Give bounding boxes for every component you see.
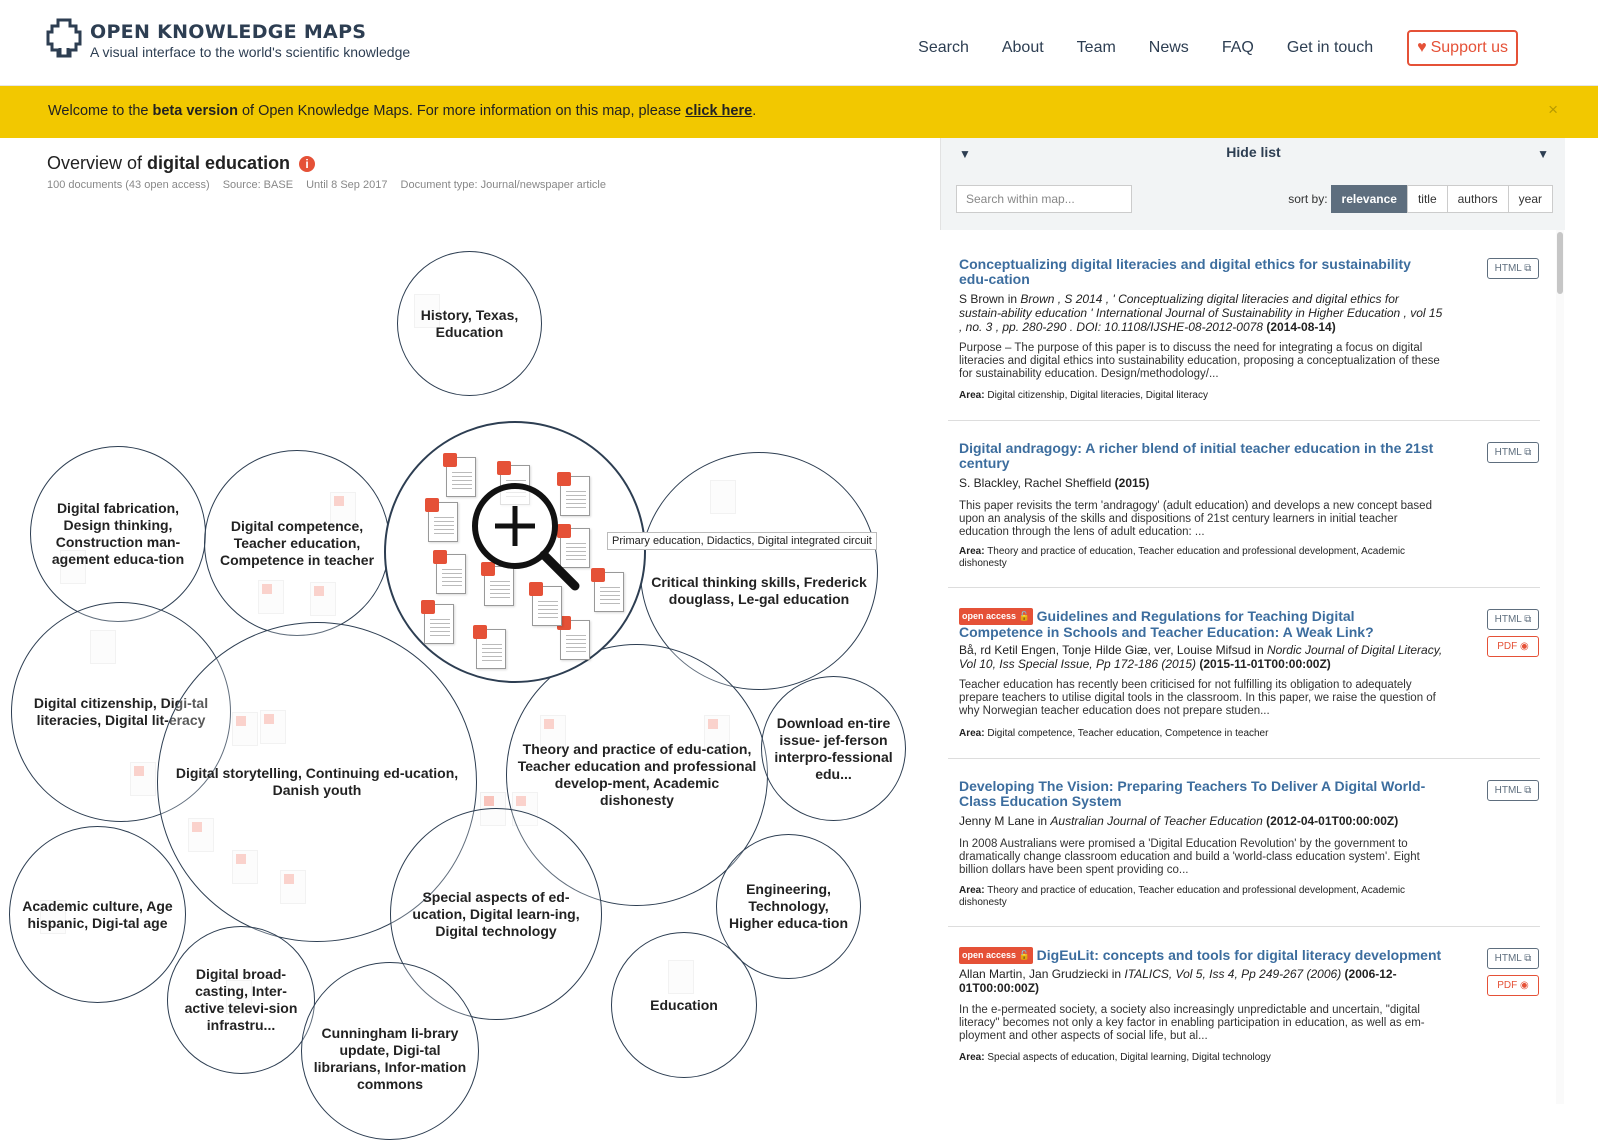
map-metadata: [47, 179, 616, 191]
in-text: in: [1254, 643, 1264, 657]
external-link-icon: ⧉: [1524, 953, 1532, 964]
area-value[interactable]: Digital competence, Teacher education, Competence in teacher: [987, 728, 1269, 739]
info-icon[interactable]: i: [299, 156, 315, 172]
unlock-icon: 🔓: [1018, 611, 1030, 621]
source: Australian Journal of Teacher Education: [1050, 814, 1263, 828]
knowledge-map: [0, 210, 940, 1104]
paper-abstract: In 2008 Australians were promised a 'Digital Education Revolution' by the government to dramatically change classroom education and build a 'world-class education system'. Eight billion dollars have been spent providing co...: [959, 838, 1420, 876]
pdf-preview-button[interactable]: [1487, 975, 1539, 996]
scrollbar[interactable]: [1556, 230, 1564, 1104]
external-link-icon: ⧉: [1524, 263, 1532, 274]
zoom-in-icon[interactable]: [471, 482, 591, 602]
sort-authors-button[interactable]: authors: [1447, 185, 1509, 213]
banner-text-1: Welcome to the: [48, 103, 149, 119]
paper-abstract: Purpose – The purpose of this paper is to discuss the need for integrating a focus on digital literacies and digital ethics into sustainability education, proposing a conceptualization of these for sustainability education. Design/methodology/...: [959, 342, 1440, 380]
logo-subtitle: A visual interface to the world's scientific knowledge: [90, 44, 411, 60]
bubble-label: Digital broad-casting, Inter-active televi-sion infrastru...: [184, 966, 298, 1033]
external-link-icon: ⧉: [1524, 614, 1532, 625]
topic-bubble[interactable]: [301, 962, 479, 1140]
nav-about[interactable]: About: [1001, 39, 1044, 56]
bubble-label: Download en-tire issue- jef-ferson interpro-fessional edu...: [774, 714, 893, 782]
authors: S. Blackley, Rachel Sheffield: [959, 476, 1112, 490]
paper-area: [959, 546, 1449, 570]
document-count: 100 documents (43 open access): [47, 179, 210, 191]
nav-news[interactable]: News: [1148, 39, 1189, 56]
paper-abstract: Teacher education has recently been criticised for not fulfilling its obligation to adequately prepare teachers to utilise digital tools in the classroom. In this paper, we raise the question of why Norwegian teacher education does not prepare studen...: [959, 679, 1436, 717]
open-access-badge: [959, 608, 1033, 625]
area-label: Area:: [959, 1052, 985, 1063]
sort-relevance-button[interactable]: relevance: [1331, 185, 1408, 213]
authors: Allan Martin, Jan Grudziecki: [959, 967, 1109, 981]
list-item[interactable]: [948, 928, 1540, 1098]
until-date: Until 8 Sep 2017: [306, 179, 388, 191]
paper-title[interactable]: Conceptualizing digital literacies and digital ethics for sustainability edu-cation: [959, 256, 1411, 287]
area-label: Area:: [959, 728, 985, 739]
area-value[interactable]: Theory and practice of education, Teacher education and professional development, Academic dishonesty: [959, 546, 1406, 569]
paper-authors: [959, 967, 1444, 995]
html-link-button[interactable]: [1487, 258, 1539, 279]
triangle-down-icon[interactable]: ▼: [959, 147, 971, 161]
eye-icon: ◉: [1520, 980, 1529, 991]
paper-area: [959, 1052, 1449, 1064]
topic-bubble[interactable]: [9, 826, 186, 1003]
heart-icon: ♥: [1417, 39, 1427, 56]
area-label: Area:: [959, 885, 985, 896]
external-link-icon: ⧉: [1524, 785, 1532, 796]
bubble-label: History, Texas, Education: [420, 306, 519, 340]
triangle-down-icon[interactable]: ▼: [1537, 147, 1549, 161]
html-link-button[interactable]: [1487, 948, 1539, 969]
paper-thumbnail[interactable]: [594, 572, 624, 612]
bubble-label: Education: [650, 996, 718, 1013]
area-label: Area:: [959, 390, 985, 401]
scrollbar-thumb[interactable]: [1557, 232, 1563, 294]
source: Nordic Journal of Digital Literacy, Vol 10, Iss Special Issue, Pp 172-186 (2015): [959, 643, 1443, 671]
topic-bubble[interactable]: [761, 676, 906, 821]
html-label: HTML: [1494, 953, 1522, 964]
banner-text: [48, 103, 756, 119]
area-value[interactable]: Theory and practice of education, Teacher education and professional development, Academic dishonesty: [959, 885, 1406, 908]
external-link-icon: ⧉: [1524, 447, 1532, 458]
sort-year-button[interactable]: year: [1508, 185, 1553, 213]
bubble-label: Academic culture, Age hispanic, Digi-tal age: [22, 897, 173, 931]
paper-authors: [959, 476, 1444, 490]
open-access-badge: [959, 947, 1033, 964]
bubble-label: Engineering, Technology, Higher educa-tion: [728, 881, 848, 931]
html-link-button[interactable]: [1487, 442, 1539, 463]
html-link-button[interactable]: [1487, 780, 1539, 801]
area-value[interactable]: Special aspects of education, Digital learning, Digital technology: [987, 1052, 1271, 1063]
in-text: in: [1111, 967, 1122, 981]
support-us-button[interactable]: [1407, 30, 1518, 66]
bubble-label: Critical thinking skills, Frederick douglass, Le-gal education: [651, 574, 867, 607]
hide-list-toggle[interactable]: Hide list: [1226, 144, 1281, 160]
sort-label: sort by:: [1288, 192, 1328, 206]
nav-team[interactable]: Team: [1076, 39, 1116, 56]
sort-controls: [1288, 185, 1553, 213]
banner-click-here-link[interactable]: click here: [685, 103, 753, 119]
pdf-label: PDF: [1497, 980, 1518, 991]
paper-title[interactable]: [959, 947, 1459, 964]
paper-area: [959, 390, 1449, 402]
unlock-icon: 🔓: [1018, 950, 1030, 960]
title-text: Guidelines and Regulations for Teaching Digital Competence in Schools and Teacher Education: A Weak Link?: [959, 608, 1374, 640]
logo-title[interactable]: OPEN KNOWLEDGE MAPS: [90, 21, 367, 43]
bubble-label: Digital competence, Teacher education, Competence in teacher: [219, 517, 375, 568]
area-label: Area:: [959, 546, 985, 557]
authors: Bå, rd Ketil Engen, Tonje Hilde Giæ, ver, Louise Mifsud: [959, 643, 1251, 657]
html-label: HTML: [1494, 785, 1522, 796]
eye-icon: ◉: [1520, 641, 1529, 652]
paper-thumbnail[interactable]: [476, 629, 506, 669]
date: (2006-12-01T00:00:00Z): [959, 967, 1397, 995]
topic-bubble[interactable]: [167, 926, 315, 1074]
title-topic: digital education: [147, 153, 291, 173]
list-item[interactable]: [948, 760, 1540, 927]
bubble-label: Digital citizenship, Digi-tal literacies, Digital lit-eracy: [33, 695, 209, 728]
paper-thumbnail[interactable]: [428, 502, 458, 542]
paper-abstract: This paper revisits the term 'andragogy' (adult education) and develops a new concept based upon an analysis of the skills and dispositions of 21st century learners in initial teacher education through the lens of adult education: ...: [959, 500, 1432, 538]
bubble-label: Special aspects of ed-ucation, Digital learn-ing, Digital technology: [412, 888, 580, 939]
nav-search[interactable]: Search: [918, 39, 969, 56]
topic-bubble[interactable]: [30, 446, 206, 622]
results-panel: [940, 138, 1598, 1104]
search-within-map-input[interactable]: Search within map...: [956, 185, 1132, 213]
title-text: DigEuLit: concepts and tools for digital literacy development: [1036, 947, 1442, 963]
html-label: HTML: [1494, 447, 1522, 458]
badge-label: open access: [962, 611, 1017, 621]
paper-thumbnail[interactable]: [560, 620, 590, 660]
paper-title[interactable]: [959, 608, 1439, 640]
paper-abstract: In the e-permeated society, a society also increasingly unpredictable and uncertain, "digital literacy" becomes not only a key factor in enabling participation in education, as well as em-ployment and other aspects of social life, but al...: [959, 1004, 1425, 1042]
html-link-button[interactable]: [1487, 609, 1539, 630]
date: (2014-08-14): [1266, 320, 1336, 334]
date: (2012-04-01T00:00:00Z): [1266, 814, 1399, 828]
paper-authors: [959, 643, 1444, 671]
in-text: in: [1037, 814, 1048, 828]
date: (2015): [1114, 476, 1150, 490]
authors: Jenny M Lane: [959, 814, 1035, 828]
panel-toolbar: [940, 138, 1565, 230]
paper-thumbnail[interactable]: [436, 554, 466, 594]
source: Brown , S 2014 , ' Conceptualizing digital literacies and digital ethics for sustain-ability education ' International Journal of Sustainability in Higher Education , vol 15 , no. 3 , pp. 280-290 . DOI: 10.1108/IJSHE-08-2012-0078: [959, 292, 1443, 334]
nav-faq[interactable]: FAQ: [1221, 39, 1254, 56]
sort-title-button[interactable]: title: [1407, 185, 1448, 213]
list-item[interactable]: [948, 422, 1540, 588]
site-header: [0, 0, 1598, 86]
paper-authors: [959, 292, 1444, 334]
topic-bubble[interactable]: [611, 932, 757, 1078]
paper-authors: [959, 814, 1444, 828]
list-item[interactable]: [948, 589, 1540, 759]
title-prefix: Overview of: [47, 153, 143, 173]
logo-icon[interactable]: [46, 18, 82, 58]
paper-thumbnail[interactable]: [424, 604, 454, 644]
banner-text-3: .: [752, 103, 757, 119]
paper-area: [959, 885, 1449, 909]
bubble-label: Digital storytelling, Continuing ed-ucation, Danish youth: [175, 765, 459, 798]
banner-text-2: of Open Knowledge Maps. For more information on this map, please: [241, 103, 682, 119]
authors: S Brown: [959, 292, 1005, 306]
bubble-label: Cunningham li-brary update, Digi-tal librarians, Infor-mation commons: [313, 1025, 467, 1092]
main-nav: [885, 30, 1518, 66]
paper-area: [959, 728, 1449, 740]
beta-banner: [0, 86, 1598, 138]
close-icon[interactable]: ×: [1548, 100, 1558, 119]
bubble-label: Theory and practice of edu-cation, Teacher education and professional develop-ment, Academic dishonesty: [517, 741, 757, 808]
banner-bold: beta version: [152, 103, 238, 119]
list-item[interactable]: [948, 238, 1540, 421]
topic-bubble[interactable]: [204, 450, 390, 636]
document-type: Document type: Journal/newspaper article: [400, 179, 606, 191]
page-title: [47, 153, 315, 174]
date: (2015-11-01T00:00:00Z): [1199, 657, 1331, 671]
pdf-label: PDF: [1497, 641, 1518, 652]
topic-bubble[interactable]: [397, 251, 542, 396]
pdf-preview-button[interactable]: [1487, 636, 1539, 657]
nav-get-in-touch[interactable]: Get in touch: [1286, 39, 1374, 56]
source: ITALICS, Vol 5, Iss 4, Pp 249-267 (2006): [1124, 967, 1342, 981]
area-value[interactable]: Digital citizenship, Digital literacies, Digital literacy: [987, 390, 1208, 401]
html-label: HTML: [1494, 263, 1522, 274]
in-text: in: [1007, 292, 1018, 306]
support-label: Support us: [1430, 39, 1508, 56]
source: Source: BASE: [222, 179, 294, 191]
paper-title[interactable]: Digital andragogy: A richer blend of initial teacher education in the 21st century: [959, 440, 1434, 471]
html-label: HTML: [1494, 614, 1522, 625]
paper-title[interactable]: Developing The Vision: Preparing Teachers To Deliver A Digital World-Class Education System: [959, 778, 1426, 809]
badge-label: open access: [962, 950, 1017, 960]
bubble-label: Digital fabrication, Design thinking, Construction man-agement educa-tion: [51, 500, 185, 567]
bubble-tooltip: Primary education, Didactics, Digital integrated circuit: [607, 532, 877, 550]
